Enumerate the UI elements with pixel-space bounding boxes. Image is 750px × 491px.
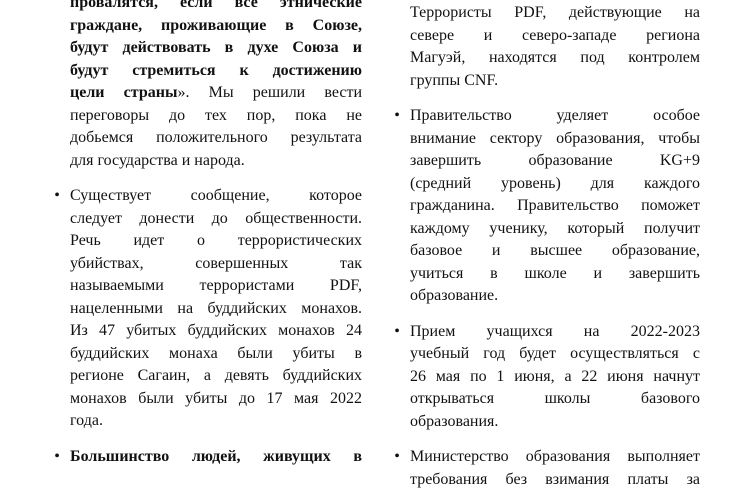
text-line: регионе Сагаин, а девять буддийских	[70, 365, 362, 388]
text-line: убийствах, совершенных так	[70, 253, 362, 276]
text-line: учиться в школе и завершить	[410, 263, 700, 286]
text-line: будут стремиться к достижению	[70, 60, 362, 83]
bullet-icon: •	[392, 446, 402, 469]
text-line: для государства и народа.	[70, 150, 362, 173]
text-line: гражданина. Правительство поможет	[410, 195, 700, 218]
text-line: Террористы PDF, действующие на	[410, 2, 700, 25]
text-line: Магуэй, находятся под контролем	[410, 47, 700, 70]
text-line: года.	[70, 410, 362, 433]
text-line: образование.	[410, 285, 700, 308]
text-line: учебный год будет осуществляться с	[410, 343, 700, 366]
bullet-item-admission	[410, 321, 700, 434]
bullet-icon: •	[392, 321, 402, 344]
left-top-paragraph	[70, 0, 362, 172]
text-line: (средний уровень) для каждого	[410, 173, 700, 196]
text-line: следует донести до общественности.	[70, 208, 362, 231]
text-fragment: ». Мы решили вести	[177, 84, 362, 101]
text-line: базовое и высшее образование,	[410, 240, 700, 263]
text-line: группы CNF.	[410, 70, 700, 93]
text-line: добьемся положительного результата	[70, 127, 362, 150]
text-line: Из 47 убитых буддийских монахов 24	[70, 320, 362, 343]
bullet-icon: •	[52, 185, 62, 208]
right-top-paragraph	[410, 2, 700, 92]
text-line: буддийских монаха были убиты в	[70, 343, 362, 366]
bullet-item-majority	[70, 446, 362, 469]
text-line: будут действовать в духе Союза и	[70, 37, 362, 60]
text-line: нацеленными на буддийских монахов.	[70, 298, 362, 321]
right-column	[410, 2, 700, 491]
text-line: 26 мая по 1 июня, а 22 июня начнут	[410, 366, 700, 389]
text-line: завершить образование KG+9	[410, 150, 700, 173]
text-line: каждому ученику, который получит	[410, 218, 700, 241]
text-line: провалятся, если все этнические	[70, 0, 362, 15]
left-column	[70, 0, 362, 468]
bullet-item-education	[410, 105, 700, 308]
text-line: севере и северо-западе региона	[410, 25, 700, 48]
bullet-icon: •	[52, 446, 62, 469]
bullet-item-ministry	[410, 446, 700, 491]
bold-phrase: цели страны	[70, 84, 177, 101]
text-line: переговоры до тех пор, пока не	[70, 105, 362, 128]
text-line: Министерство образования выполняет	[410, 446, 700, 469]
text-line: Большинство людей, живущих в	[70, 446, 362, 469]
text-line: Речь идет о террористических	[70, 230, 362, 253]
text-line: называемыми террористами PDF,	[70, 275, 362, 298]
text-line: образования.	[410, 411, 700, 434]
text-line: Существует сообщение, которое	[70, 185, 362, 208]
text-line: требования без взимания платы за	[410, 469, 700, 491]
text-line: открываться школы базового	[410, 388, 700, 411]
text-line: внимание сектору образования, чтобы	[410, 128, 700, 151]
text-line: монахов были убиты до 17 мая 2022	[70, 388, 362, 411]
text-line: граждане, проживающие в Союзе,	[70, 15, 362, 38]
text-line: Прием учащихся на 2022-2023	[410, 321, 700, 344]
text-line: Правительство уделяет особое	[410, 105, 700, 128]
text-line	[70, 82, 362, 105]
bullet-item-pdf-report	[70, 185, 362, 433]
bullet-icon: •	[392, 105, 402, 128]
